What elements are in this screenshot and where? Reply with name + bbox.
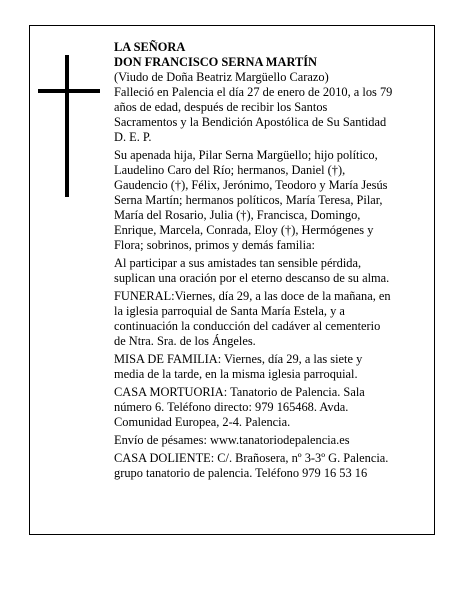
home-line: CASA DOLIENTE: C/. Brañosera, nº 3-3º G. Palencia. xyxy=(114,451,389,465)
funeral-home-line: grupo tanatorio de palencia. Teléfono 979 16 53 16 xyxy=(114,466,368,480)
mortuary-paragraph: CASA MORTUORIA: Tanatorio de Palencia. Sala número 6. Teléfono directo: 979 165468. Avda. Comunidad Europea, 2-4. Palencia. xyxy=(114,385,365,429)
request-paragraph: Al participar a sus amistades tan sensible pérdida, suplican una oración por el eterno descanso de su alma. xyxy=(114,256,390,285)
condolences-line: Envío de pésames: www.tanatoriodepalencia.es xyxy=(114,433,350,447)
notice-text xyxy=(114,40,426,481)
cross-horizontal-bar xyxy=(38,89,100,93)
family-paragraph: Su apenada hija, Pilar Serna Margüello; hijo político, Laudelino Caro del Río; hermanos, Daniel (†), Gaudencio (†), Félix, Jerónimo, Teodoro y María Jesús Serna Martín; hermanos políticos, María Teresa, Pilar, María del Rosario, Julia (†), Francisca, Domingo, Enrique, Marcela, Conrada, Eloy (†), Hermógenes y Flora; sobrinos, primos y demás familia: xyxy=(114,148,388,252)
widow-of-line: (Viudo de Doña Beatriz Margüello Carazo) xyxy=(114,70,329,84)
deceased-name: DON FRANCISCO SERNA MARTÍN xyxy=(114,55,317,69)
cross-vertical-bar xyxy=(65,55,69,197)
family-mass-paragraph: MISA DE FAMILIA: Viernes, día 29, a las siete y media de la tarde, en la misma iglesia parroquial. xyxy=(114,352,363,381)
funeral-paragraph: FUNERAL:Viernes, día 29, a las doce de la mañana, en la iglesia parroquial de Santa María Estela, y a continuación la conducción del cadáver al cementerio de Ntra. Sra. de los Ángeles. xyxy=(114,289,391,348)
notice-title: LA SEÑORA xyxy=(114,40,186,54)
cross-icon xyxy=(38,55,100,197)
death-paragraph: Falleció en Palencia el día 27 de enero de 2010, a los 79 años de edad, después de recibir los Santos Sacramentos y la Bendición Apostólica de Su Santidad D. E. P. xyxy=(114,85,393,144)
